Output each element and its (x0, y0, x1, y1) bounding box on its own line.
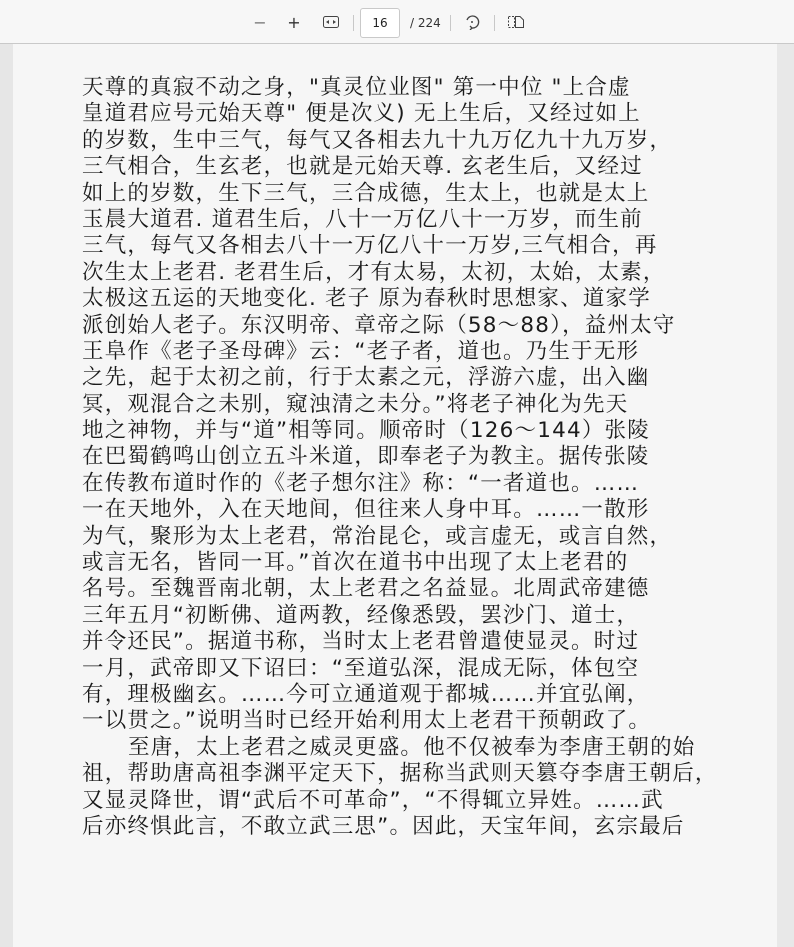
text-line: 在巴蜀鹤鸣山创立五斗米道，即奉老子为教主。据传张陵 (82, 444, 650, 470)
two-page-view-button[interactable] (503, 9, 529, 35)
text-line: 冥，观混合之未别，窥浊清之未分。”将老子神化为先天 (82, 391, 629, 417)
plus-icon: + (287, 12, 301, 32)
pdf-page (13, 44, 777, 947)
scroll-area[interactable] (777, 44, 794, 947)
text-line: 之先，起于太初之前，行于太素之元，浮游六虚，出入幽 (82, 365, 650, 391)
text-line: 皇道君应号元始天尊" 便是次义) 无上生后，又经过如上 (82, 101, 641, 127)
text-line: 后亦终惧此言，不敢立武三思”。因此，天宝年间，玄宗最后 (82, 813, 685, 839)
text-line: 的岁数，生中三气，每气又各相去九十九万亿九十九万岁， (82, 127, 673, 153)
fit-width-button[interactable] (318, 9, 344, 35)
text-line: 如上的岁数，生下三气，三合成德，生太上，也就是太上 (82, 180, 650, 206)
text-line: 又显灵降世，谓“武后不可革命”，“不得辄立异姓。……武 (82, 787, 664, 813)
text-line: 一以贯之。”说明当时已经开始利用太上老君干预朝政了。 (82, 708, 652, 734)
zoom-in-button[interactable] (281, 9, 307, 35)
page-total: / 224 (410, 16, 441, 30)
text-line: 名号。至魏晋南北朝，太上老君之名益显。北周武帝建德 (82, 576, 650, 602)
minus-icon: − (253, 12, 267, 32)
text-line: 祖，帮助唐高祖李渊平定天下，据称当武则天篡夺李唐王朝后， (82, 761, 718, 787)
rotate-button[interactable] (459, 9, 485, 35)
page-text (82, 75, 742, 840)
text-line: 王阜作《老子圣母碑》云：“老子者，道也。乃生于无形 (82, 338, 640, 364)
text-line: 天尊的真寂不动之身，"真灵位业图" 第一中位 "上合虚 (82, 75, 631, 100)
rotate-icon (464, 14, 480, 30)
text-line: 并令还民”。据道书称，当时太上老君曾遣使显灵。时过 (82, 629, 640, 655)
text-line: 一在天地外，入在天地间，但往来人身中耳。……一散形 (82, 497, 650, 523)
text-line: 三气相合，生玄老，也就是元始天尊. 玄老生后，又经过 (82, 154, 643, 180)
two-page-icon (508, 15, 524, 29)
text-line: 或言无名，皆同一耳。”首次在道书中出现了太上老君的 (82, 550, 629, 576)
text-line: 玉晨大道君. 道君生后，八十一万亿八十一万岁，而生前 (82, 206, 643, 232)
text-line: 三年五月“初断佛、道两教，经像悉毁，罢沙门、道士， (82, 602, 640, 628)
paragraph-start-line: 至唐，太上老君之威灵更盛。他不仅被奉为李唐王朝的始 (128, 734, 696, 760)
fit-width-icon (323, 16, 339, 28)
text-line: 在传教布道时作的《老子想尔注》称：“一者道也。…… (82, 470, 640, 496)
text-line: 为气，聚形为太上老君，常治昆仑，或言虚无，或言自然， (82, 523, 673, 549)
toolbar-divider (494, 15, 495, 31)
text-line: 一月，武帝即又下诏曰：“至道弘深，混成无际，体包空 (82, 655, 640, 681)
toolbar-divider (450, 15, 451, 31)
page-number-input[interactable] (360, 8, 400, 38)
text-line: 三气，每气又各相去八十一万亿八十一万岁,三气相合，再 (82, 233, 658, 259)
toolbar-divider (353, 15, 354, 31)
zoom-out-button[interactable] (247, 9, 273, 35)
text-line: 次生太上老君. 老君生后，才有太易，太初，太始，太素， (82, 259, 666, 285)
text-line: 地之神物，并与“道”相等同。顺帝时（126～144）张陵 (82, 418, 650, 444)
text-line: 派创始人老子。东汉明帝、章帝之际（58～88），益州太守 (82, 312, 676, 338)
text-line: 太极这五运的天地变化. 老子 原为春秋时思想家、道家学 (82, 286, 651, 312)
text-line: 有，理极幽玄。……今可立通道观于都城……并宜弘阐， (82, 681, 650, 707)
pdf-toolbar (0, 0, 794, 44)
